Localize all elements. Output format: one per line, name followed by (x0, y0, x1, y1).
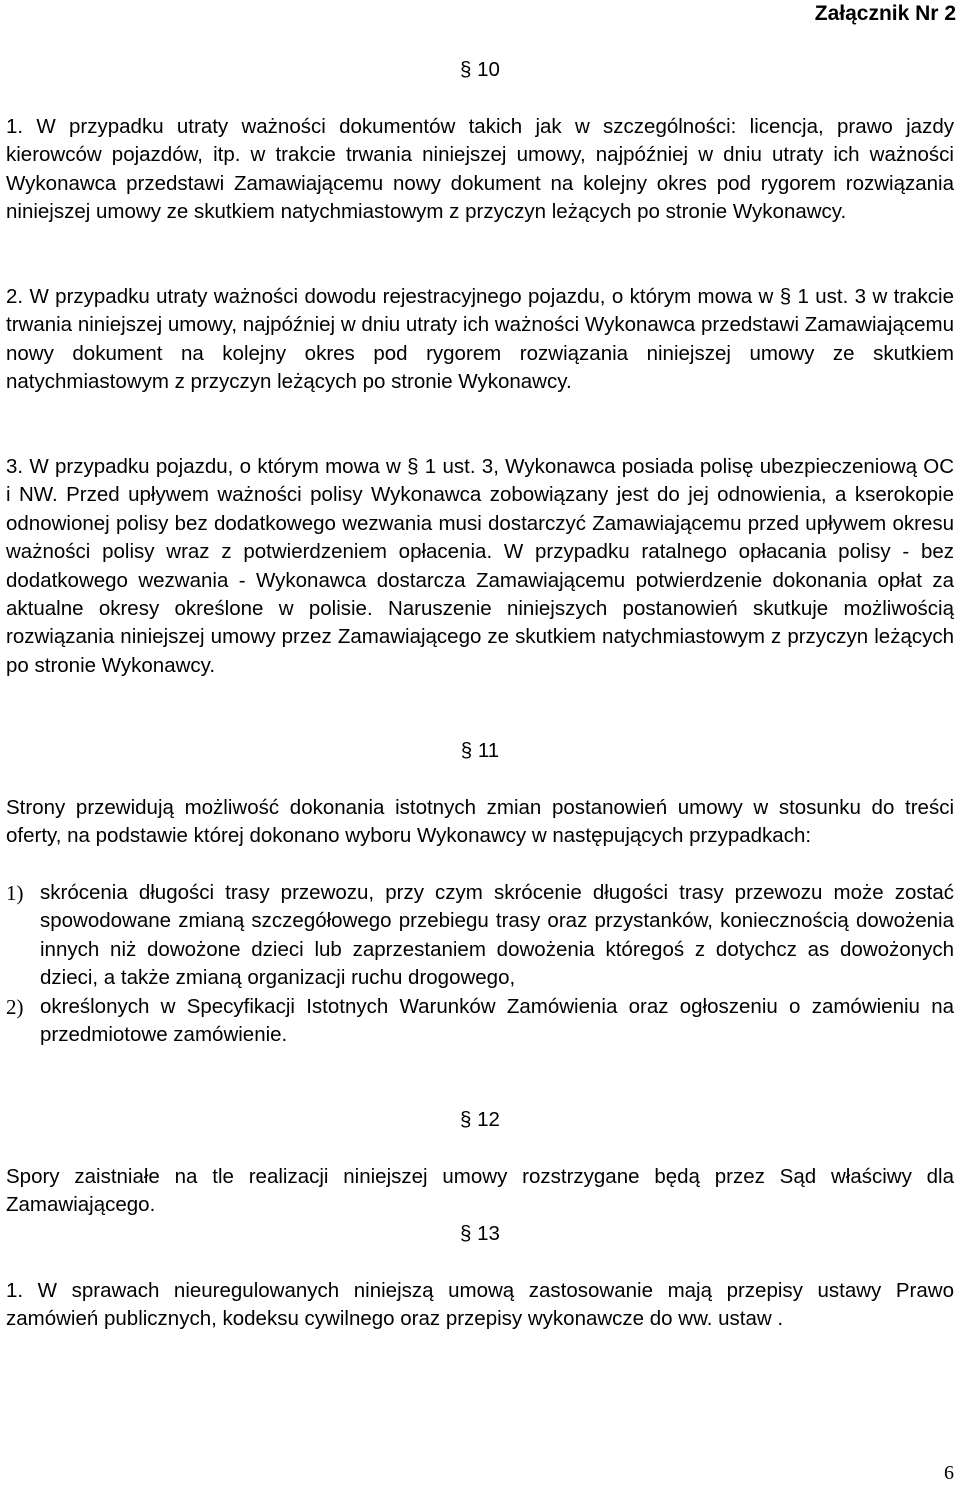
paragraph-text: Strony przewidują możliwość dokonania istotnych zmian postanowień umowy w stosunku do treści oferty, na podstawie której dokonano wyboru Wykonawcy w następujących przypadkach: (6, 796, 954, 848)
annex-label: Załącznik Nr 2 (814, 2, 956, 25)
paragraph-text: 3. W przypadku pojazdu, o którym mowa w § 1 ust. 3, Wykonawca posiada polisę ubezpieczeniową OC i NW. Przed upływem ważności polisy Wykonawca zobowiązany jest do jej odnowienia, a kserokopie odnowionej polisy bez dodatkowego wezwania musi dostarczyć Zamawiającemu przed upływem okresu ważności polisy wraz z potwierdzeniem opłacenia. W przypadku ratalnego opłacania polisy - bez dodatkowego wezwania - Wykonawca dostarcza Zamawiającemu potwierdzenie dokonania opłat za aktualne okresy określone w polisie. Naruszenie niniejszych postanowień skutkuje możliwością rozwiązania niniejszej umowy przez Zamawiającego ze skutkiem natychmiastowym z przyczyn leżących po stronie Wykonawcy. (6, 455, 954, 677)
section-10-paragraph-3 (6, 453, 954, 680)
section-heading-12: § 12 (460, 1108, 500, 1131)
section-10-paragraph-1 (6, 113, 954, 227)
section-12-paragraph (6, 1163, 954, 1220)
section-heading-13: § 13 (460, 1222, 500, 1245)
section-heading-11: § 11 (460, 739, 500, 762)
section-11-intro (6, 794, 954, 851)
section-10-paragraph-2 (6, 283, 954, 397)
page-number: 6 (944, 1462, 954, 1484)
list-item-number: 1) (6, 881, 24, 905)
list-item (6, 993, 954, 1050)
section-13-paragraph (6, 1277, 954, 1334)
paragraph-text: 2. W przypadku utraty ważności dowodu rejestracyjnego pojazdu, o którym mowa w § 1 ust. 3 w trakcie trwania niniejszej umowy, najpóźniej w dniu utraty ich ważności Wykonawca przedstawi Zamawiającemu nowy dokument na kolejny okres pod rygorem rozwiązania niniejszej umowy ze skutkiem natychmiastowym z przyczyn leżących po stronie Wykonawcy. (6, 285, 954, 394)
paragraph-text: Spory zaistniałe na tle realizacji niniejszej umowy rozstrzygane będą przez Sąd właściwy dla Zamawiającego. (6, 1165, 954, 1217)
list-item-number: 2) (6, 994, 24, 1019)
list-item (6, 879, 954, 993)
section-11-list (6, 879, 954, 1049)
paragraph-text: 1. W przypadku utraty ważności dokumentów takich jak w szczególności: licencja, prawo jazdy kierowców pojazdów, itp. w trakcie trwania niniejszej umowy, najpóźniej w dniu utraty ich ważności Wykonawca przedstawi Zamawiającemu nowy dokument na kolejny okres pod rygorem rozwiązania niniejszej umowy ze skutkiem natychmiastowym z przyczyn leżących po stronie Wykonawcy. (6, 115, 954, 224)
list-item-text: skrócenia długości trasy przewozu, przy czym skrócenie długości trasy przewozu może zostać spowodowane zmianą szczegółowego przebiegu trasy oraz przystanków, koniecznością dowożenia innych niż dowożone dzieci lub zaprzestaniem dowożenia któregoś z dotychcz as dowożonych dzieci, a także zmianą organizacji ruchu drogowego, (40, 881, 954, 990)
list-item-text: określonych w Specyfikacji Istotnych Warunków Zamówienia oraz ogłoszeniu o zamówieniu na przedmiotowe zamówienie. (40, 994, 954, 1047)
paragraph-text: 1. W sprawach nieuregulowanych niniejszą umową zastosowanie mają przepisy ustawy Prawo zamówień publicznych, kodeksu cywilnego oraz przepisy wykonawcze do ww. ustaw . (6, 1279, 954, 1331)
section-heading-10: § 10 (460, 58, 500, 81)
